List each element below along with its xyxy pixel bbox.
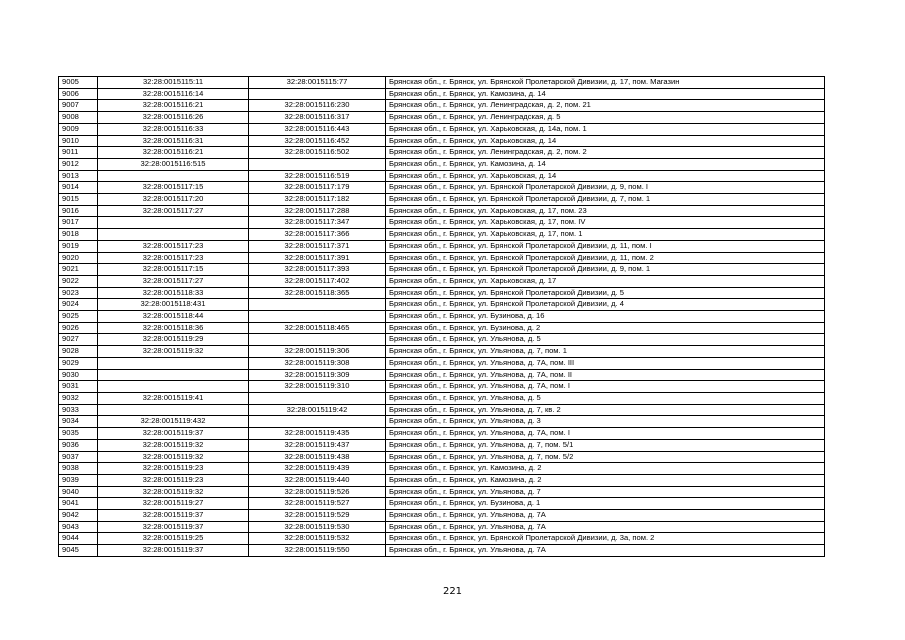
object-number-cell: 32:28:0015116:519 — [249, 170, 386, 182]
object-number-cell: 32:28:0015119:526 — [249, 486, 386, 498]
cadastral-number-cell: 32:28:0015117:27 — [98, 205, 249, 217]
object-number-cell — [249, 299, 386, 311]
table-row — [59, 252, 825, 264]
cadastral-number-cell: 32:28:0015119:432 — [98, 416, 249, 428]
object-number-cell: 32:28:0015115:77 — [249, 77, 386, 89]
row-number-cell: 9037 — [59, 451, 98, 463]
table-row — [59, 428, 825, 440]
table-row — [59, 299, 825, 311]
row-number-cell: 9021 — [59, 264, 98, 276]
address-cell: Брянская обл., г. Брянск, ул. Бузинова, д. 16 — [386, 311, 825, 323]
table-row — [59, 533, 825, 545]
address-cell: Брянская обл., г. Брянск, ул. Ульянова, д. 7, пом. 5/1 — [386, 439, 825, 451]
address-cell: Брянская обл., г. Брянск, ул. Бузинова, д. 2 — [386, 322, 825, 334]
row-number-cell: 9020 — [59, 252, 98, 264]
object-number-cell: 32:28:0015116:230 — [249, 100, 386, 112]
row-number-cell: 9025 — [59, 311, 98, 323]
address-cell: Брянская обл., г. Брянск, ул. Ленинградская, д. 2, пом. 2 — [386, 147, 825, 159]
address-cell: Брянская обл., г. Брянск, ул. Ульянова, д. 7А, пом. II — [386, 369, 825, 381]
cadastral-number-cell: 32:28:0015118:36 — [98, 322, 249, 334]
cadastral-number-cell: 32:28:0015119:41 — [98, 392, 249, 404]
object-number-cell: 32:28:0015119:309 — [249, 369, 386, 381]
object-number-cell — [249, 334, 386, 346]
cadastral-number-cell: 32:28:0015116:31 — [98, 135, 249, 147]
address-cell: Брянская обл., г. Брянск, ул. Брянской Пролетарской Дивизии, д. 9, пом. I — [386, 182, 825, 194]
row-number-cell: 9007 — [59, 100, 98, 112]
cadastral-number-cell: 32:28:0015119:32 — [98, 439, 249, 451]
address-cell: Брянская обл., г. Брянск, ул. Ульянова, д. 5 — [386, 392, 825, 404]
object-number-cell: 32:28:0015117:371 — [249, 240, 386, 252]
cadastral-number-cell: 32:28:0015119:25 — [98, 533, 249, 545]
table-row — [59, 486, 825, 498]
address-cell: Брянская обл., г. Брянск, ул. Брянской Пролетарской Дивизии, д. 9, пом. 1 — [386, 264, 825, 276]
address-cell: Брянская обл., г. Брянск, ул. Брянской Пролетарской Дивизии, д. 17, пом. Магазин — [386, 77, 825, 89]
cadastral-number-cell: 32:28:0015119:27 — [98, 498, 249, 510]
row-number-cell: 9043 — [59, 521, 98, 533]
row-number-cell: 9029 — [59, 357, 98, 369]
address-cell: Брянская обл., г. Брянск, ул. Брянской Пролетарской Дивизии, д. 5 — [386, 287, 825, 299]
object-number-cell — [249, 88, 386, 100]
table-row — [59, 322, 825, 334]
row-number-cell: 9023 — [59, 287, 98, 299]
address-cell: Брянская обл., г. Брянск, ул. Камозина, д. 14 — [386, 88, 825, 100]
address-cell: Брянская обл., г. Брянск, ул. Харьковская, д. 14 — [386, 170, 825, 182]
row-number-cell: 9033 — [59, 404, 98, 416]
row-number-cell: 9026 — [59, 322, 98, 334]
address-cell: Брянская обл., г. Брянск, ул. Ульянова, д. 7А, пом. III — [386, 357, 825, 369]
object-number-cell — [249, 416, 386, 428]
table-row — [59, 287, 825, 299]
address-cell: Брянская обл., г. Брянск, ул. Камозина, д. 2 — [386, 463, 825, 475]
table-row — [59, 77, 825, 89]
cadastral-number-cell — [98, 217, 249, 229]
row-number-cell: 9022 — [59, 275, 98, 287]
object-number-cell: 32:28:0015119:308 — [249, 357, 386, 369]
address-cell: Брянская обл., г. Брянск, ул. Ульянова, д. 7, пом. 5/2 — [386, 451, 825, 463]
object-number-cell: 32:28:0015117:288 — [249, 205, 386, 217]
object-number-cell: 32:28:0015117:402 — [249, 275, 386, 287]
address-cell: Брянская обл., г. Брянск, ул. Ульянова, д. 7 — [386, 486, 825, 498]
row-number-cell: 9013 — [59, 170, 98, 182]
table-body — [59, 77, 825, 557]
cadastral-number-cell: 32:28:0015118:33 — [98, 287, 249, 299]
cadastral-number-cell: 32:28:0015117:27 — [98, 275, 249, 287]
cadastral-number-cell: 32:28:0015117:23 — [98, 252, 249, 264]
table-row — [59, 521, 825, 533]
object-number-cell: 32:28:0015119:310 — [249, 381, 386, 393]
row-number-cell: 9039 — [59, 474, 98, 486]
cadastral-number-cell: 32:28:0015119:37 — [98, 521, 249, 533]
object-number-cell: 32:28:0015119:532 — [249, 533, 386, 545]
address-cell: Брянская обл., г. Брянск, ул. Бузинова, д. 1 — [386, 498, 825, 510]
table-row — [59, 240, 825, 252]
table-row — [59, 498, 825, 510]
table-row — [59, 510, 825, 522]
address-cell: Брянская обл., г. Брянск, ул. Ульянова, д. 7А — [386, 521, 825, 533]
cadastral-number-cell: 32:28:0015119:37 — [98, 545, 249, 557]
row-number-cell: 9045 — [59, 545, 98, 557]
object-number-cell: 32:28:0015116:443 — [249, 123, 386, 135]
cadastral-number-cell: 32:28:0015119:37 — [98, 428, 249, 440]
table-row — [59, 100, 825, 112]
object-number-cell: 32:28:0015119:550 — [249, 545, 386, 557]
page-number: 221 — [442, 586, 463, 597]
table-row — [59, 346, 825, 358]
object-number-cell: 32:28:0015117:393 — [249, 264, 386, 276]
row-number-cell: 9005 — [59, 77, 98, 89]
table-row — [59, 123, 825, 135]
cadastral-number-cell: 32:28:0015119:32 — [98, 346, 249, 358]
object-number-cell — [249, 158, 386, 170]
address-cell: Брянская обл., г. Брянск, ул. Брянской Пролетарской Дивизии, д. 7, пом. 1 — [386, 194, 825, 206]
table-row — [59, 451, 825, 463]
table-row — [59, 158, 825, 170]
object-number-cell: 32:28:0015117:182 — [249, 194, 386, 206]
address-cell: Брянская обл., г. Брянск, ул. Камозина, д. 2 — [386, 474, 825, 486]
cadastral-number-cell: 32:28:0015119:23 — [98, 463, 249, 475]
row-number-cell: 9006 — [59, 88, 98, 100]
address-cell: Брянская обл., г. Брянск, ул. Харьковская, д. 17, пом. IV — [386, 217, 825, 229]
cadastral-number-cell: 32:28:0015116:26 — [98, 112, 249, 124]
table-row — [59, 182, 825, 194]
address-cell: Брянская обл., г. Брянск, ул. Харьковская, д. 14а, пом. 1 — [386, 123, 825, 135]
cadastral-number-cell: 32:28:0015119:29 — [98, 334, 249, 346]
cadastral-number-cell — [98, 404, 249, 416]
cadastral-number-cell: 32:28:0015119:32 — [98, 451, 249, 463]
row-number-cell: 9035 — [59, 428, 98, 440]
cadastral-number-cell: 32:28:0015116:21 — [98, 100, 249, 112]
object-number-cell: 32:28:0015119:439 — [249, 463, 386, 475]
table-row — [59, 205, 825, 217]
row-number-cell: 9024 — [59, 299, 98, 311]
cadastral-number-cell: 32:28:0015118:431 — [98, 299, 249, 311]
object-number-cell: 32:28:0015119:438 — [249, 451, 386, 463]
object-number-cell — [249, 311, 386, 323]
table-row — [59, 135, 825, 147]
cadastral-number-cell: 32:28:0015116:14 — [98, 88, 249, 100]
property-table-container — [58, 76, 825, 557]
object-number-cell: 32:28:0015118:465 — [249, 322, 386, 334]
object-number-cell: 32:28:0015119:530 — [249, 521, 386, 533]
cadastral-number-cell — [98, 381, 249, 393]
object-number-cell: 32:28:0015119:42 — [249, 404, 386, 416]
cadastral-number-cell: 32:28:0015119:32 — [98, 486, 249, 498]
row-number-cell: 9014 — [59, 182, 98, 194]
address-cell: Брянская обл., г. Брянск, ул. Брянской Пролетарской Дивизии, д. 11, пом. 2 — [386, 252, 825, 264]
address-cell: Брянская обл., г. Брянск, ул. Брянской Пролетарской Дивизии, д. 3а, пом. 2 — [386, 533, 825, 545]
row-number-cell: 9017 — [59, 217, 98, 229]
cadastral-number-cell — [98, 170, 249, 182]
object-number-cell: 32:28:0015119:527 — [249, 498, 386, 510]
row-number-cell: 9016 — [59, 205, 98, 217]
address-cell: Брянская обл., г. Брянск, ул. Ульянова, д. 7А — [386, 510, 825, 522]
object-number-cell: 32:28:0015116:502 — [249, 147, 386, 159]
row-number-cell: 9038 — [59, 463, 98, 475]
table-row — [59, 112, 825, 124]
cadastral-number-cell: 32:28:0015116:33 — [98, 123, 249, 135]
cadastral-number-cell: 32:28:0015117:20 — [98, 194, 249, 206]
table-row — [59, 416, 825, 428]
cadastral-number-cell — [98, 369, 249, 381]
cadastral-number-cell — [98, 357, 249, 369]
address-cell: Брянская обл., г. Брянск, ул. Ульянова, д. 5 — [386, 334, 825, 346]
object-number-cell: 32:28:0015116:317 — [249, 112, 386, 124]
address-cell: Брянская обл., г. Брянск, ул. Ульянова, д. 3 — [386, 416, 825, 428]
address-cell: Брянская обл., г. Брянск, ул. Брянской Пролетарской Дивизии, д. 4 — [386, 299, 825, 311]
row-number-cell: 9028 — [59, 346, 98, 358]
object-number-cell: 32:28:0015117:366 — [249, 229, 386, 241]
address-cell: Брянская обл., г. Брянск, ул. Ульянова, д. 7А, пом. I — [386, 381, 825, 393]
object-number-cell: 32:28:0015116:452 — [249, 135, 386, 147]
cadastral-number-cell: 32:28:0015116:515 — [98, 158, 249, 170]
row-number-cell: 9027 — [59, 334, 98, 346]
object-number-cell: 32:28:0015117:347 — [249, 217, 386, 229]
object-number-cell: 32:28:0015119:435 — [249, 428, 386, 440]
table-row — [59, 88, 825, 100]
address-cell: Брянская обл., г. Брянск, ул. Ленинградская, д. 5 — [386, 112, 825, 124]
table-row — [59, 381, 825, 393]
row-number-cell: 9010 — [59, 135, 98, 147]
table-row — [59, 194, 825, 206]
table-row — [59, 404, 825, 416]
object-number-cell: 32:28:0015119:440 — [249, 474, 386, 486]
address-cell: Брянская обл., г. Брянск, ул. Харьковская, д. 17, пом. 23 — [386, 205, 825, 217]
table-row — [59, 229, 825, 241]
object-number-cell: 32:28:0015119:529 — [249, 510, 386, 522]
table-row — [59, 264, 825, 276]
row-number-cell: 9034 — [59, 416, 98, 428]
object-number-cell: 32:28:0015119:437 — [249, 439, 386, 451]
table-row — [59, 217, 825, 229]
row-number-cell: 9011 — [59, 147, 98, 159]
row-number-cell: 9032 — [59, 392, 98, 404]
table-row — [59, 474, 825, 486]
table-row — [59, 369, 825, 381]
table-row — [59, 170, 825, 182]
table-row — [59, 275, 825, 287]
row-number-cell: 9044 — [59, 533, 98, 545]
table-row — [59, 334, 825, 346]
cadastral-number-cell: 32:28:0015116:21 — [98, 147, 249, 159]
table-row — [59, 147, 825, 159]
row-number-cell: 9019 — [59, 240, 98, 252]
object-number-cell: 32:28:0015119:306 — [249, 346, 386, 358]
table-row — [59, 463, 825, 475]
table-row — [59, 392, 825, 404]
address-cell: Брянская обл., г. Брянск, ул. Ульянова, д. 7А, пом. I — [386, 428, 825, 440]
object-number-cell — [249, 392, 386, 404]
object-number-cell: 32:28:0015118:365 — [249, 287, 386, 299]
cadastral-number-cell: 32:28:0015118:44 — [98, 311, 249, 323]
cadastral-number-cell: 32:28:0015119:23 — [98, 474, 249, 486]
row-number-cell: 9030 — [59, 369, 98, 381]
cadastral-number-cell: 32:28:0015119:37 — [98, 510, 249, 522]
address-cell: Брянская обл., г. Брянск, ул. Ульянова, д. 7, пом. 1 — [386, 346, 825, 358]
address-cell: Брянская обл., г. Брянск, ул. Харьковская, д. 17 — [386, 275, 825, 287]
cadastral-number-cell: 32:28:0015115:11 — [98, 77, 249, 89]
row-number-cell: 9031 — [59, 381, 98, 393]
address-cell: Брянская обл., г. Брянск, ул. Камозина, д. 14 — [386, 158, 825, 170]
address-cell: Брянская обл., г. Брянск, ул. Брянской Пролетарской Дивизии, д. 11, пом. I — [386, 240, 825, 252]
table-row — [59, 311, 825, 323]
table-row — [59, 357, 825, 369]
table-row — [59, 439, 825, 451]
cadastral-number-cell: 32:28:0015117:15 — [98, 264, 249, 276]
address-cell: Брянская обл., г. Брянск, ул. Харьковская, д. 14 — [386, 135, 825, 147]
row-number-cell: 9008 — [59, 112, 98, 124]
table-row — [59, 545, 825, 557]
row-number-cell: 9018 — [59, 229, 98, 241]
row-number-cell: 9009 — [59, 123, 98, 135]
row-number-cell: 9015 — [59, 194, 98, 206]
row-number-cell: 9042 — [59, 510, 98, 522]
property-table — [58, 76, 825, 557]
object-number-cell: 32:28:0015117:391 — [249, 252, 386, 264]
row-number-cell: 9036 — [59, 439, 98, 451]
cadastral-number-cell: 32:28:0015117:23 — [98, 240, 249, 252]
address-cell: Брянская обл., г. Брянск, ул. Ульянова, д. 7, кв. 2 — [386, 404, 825, 416]
row-number-cell: 9040 — [59, 486, 98, 498]
row-number-cell: 9012 — [59, 158, 98, 170]
row-number-cell: 9041 — [59, 498, 98, 510]
address-cell: Брянская обл., г. Брянск, ул. Харьковская, д. 17, пом. 1 — [386, 229, 825, 241]
cadastral-number-cell: 32:28:0015117:15 — [98, 182, 249, 194]
cadastral-number-cell — [98, 229, 249, 241]
address-cell: Брянская обл., г. Брянск, ул. Ленинградская, д. 2, пом. 21 — [386, 100, 825, 112]
address-cell: Брянская обл., г. Брянск, ул. Ульянова, д. 7А — [386, 545, 825, 557]
object-number-cell: 32:28:0015117:179 — [249, 182, 386, 194]
